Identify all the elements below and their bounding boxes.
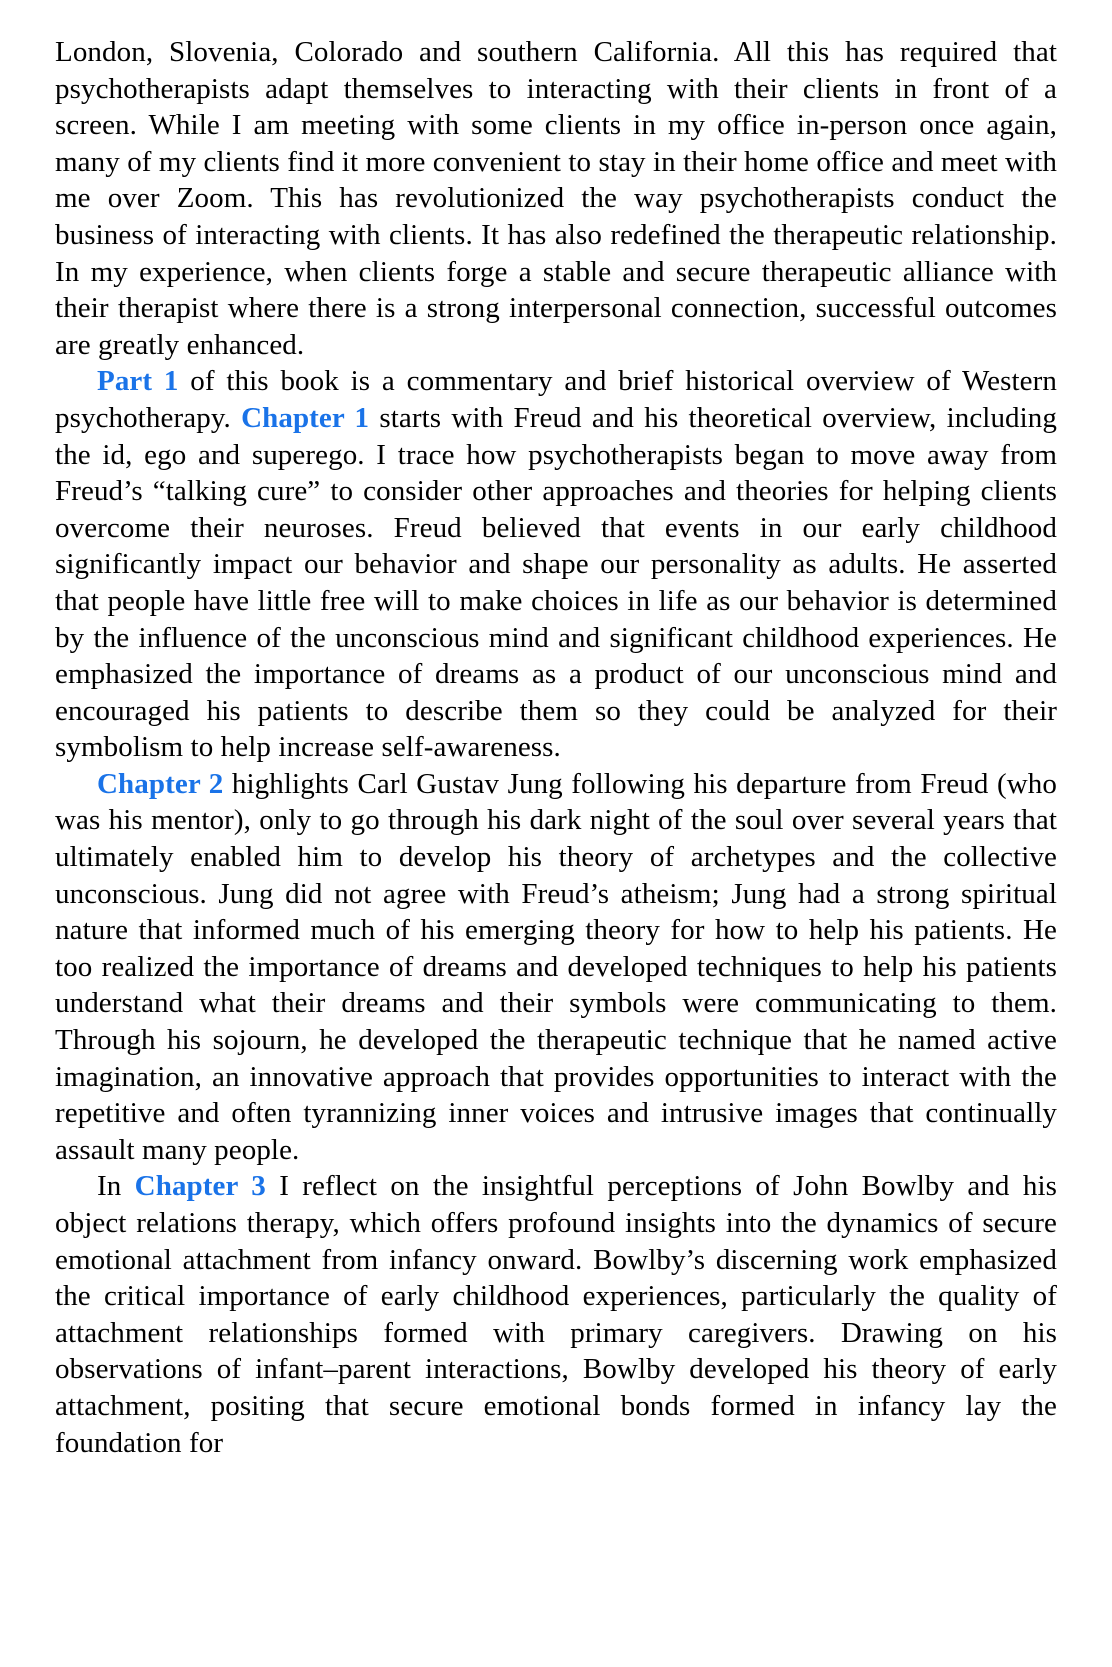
chapter-3-link[interactable]: Chapter 3 <box>134 1170 266 1203</box>
part-1-link[interactable]: Part 1 <box>97 365 179 398</box>
body-text: London, Slovenia, Colorado and southern California. All this has required that psychotherapists adapt themselves to interacting with their clients in front of a screen. While I am meeting with some clients in my office in-person once again, many of my clients find it more convenient to stay in their home office and meet with me over Zoom. This has revolutionized the way psychotherapists conduct the business of interacting with clients. It has also redefined the therapeutic relationship. In my experience, when clients forge a stable and secure therapeutic alliance with their therapist where there is a strong interpersonal connection, successful outcomes are greatly enhanced. <box>55 36 1057 361</box>
body-text: I reflect on the insightful perceptions of John Bowlby and his object relations therapy, which offers profound insights into the dynamics of secure emotional attachment from infancy onward. Bowlby’s discerning work emphasized the critical importance of early childhood experiences, particularly the quality of attachment relationships formed with primary caregivers. Drawing on his observations of infant–parent interactions, Bowlby developed his theory of early attachment, positing that secure emotional bonds formed in infancy lay the foundation for <box>55 1170 1057 1459</box>
paragraph <box>55 1168 1057 1461</box>
body-text: starts with Freud and his theoretical overview, including the id, ego and superego. I trace how psychotherapists began to move away from Freud’s “talking cure” to consider other approaches and theories for helping clients overcome their neuroses. Freud believed that events in our early childhood significantly impact our behavior and shape our personality as adults. He asserted that people have little free will to make choices in life as our behavior is determined by the influence of the unconscious mind and significant childhood experiences. He emphasized the importance of dreams as a product of our unconscious mind and encouraged his patients to describe them so they could be analyzed for their symbolism to help increase self-awareness. <box>55 401 1058 764</box>
chapter-2-link[interactable]: Chapter 2 <box>97 767 224 800</box>
chapter-1-link[interactable]: Chapter 1 <box>241 401 370 434</box>
paragraph <box>55 363 1057 766</box>
body-text: highlights Carl Gustav Jung following his departure from Freud (who was his mentor), only to go through his dark night of the soul over several years that ultimately enabled him to develop his theory of archetypes and the collective unconscious. Jung did not agree with Freud’s atheism; Jung had a strong spiritual nature that informed much of his emerging theory for how to help his patients. He too realized the importance of dreams and developed techniques to help his patients understand what their dreams and their symbols were communicating to them. Through his sojourn, he developed the therapeutic technique that he named active imagination, an innovative approach that provides opportunities to interact with the repetitive and often tyrannizing inner voices and intrusive images that continually assault many people. <box>55 767 1057 1166</box>
page-text <box>55 34 1057 1461</box>
body-text: of this book is a commentary and brief historical overview of Western psychotherapy. <box>55 365 1058 434</box>
body-text: In <box>97 1170 135 1203</box>
paragraph <box>55 766 1057 1169</box>
paragraph <box>55 34 1057 363</box>
